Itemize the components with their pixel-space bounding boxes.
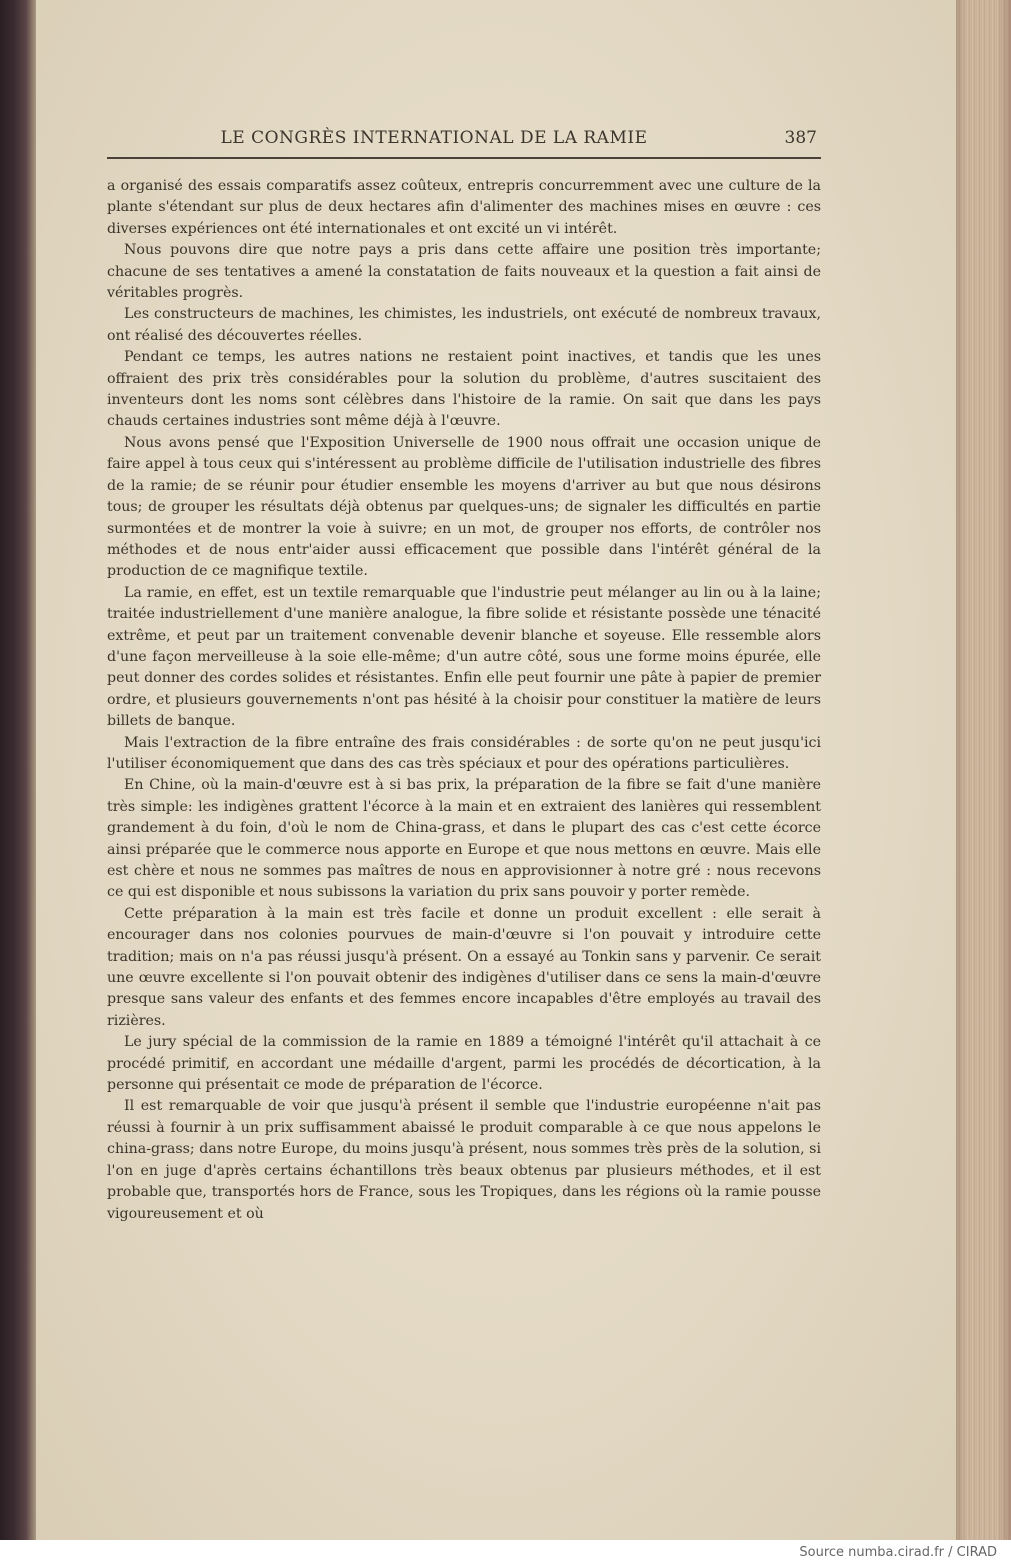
paragraph: Pendant ce temps, les autres nations ne restaient point inactives, et tandis que les unes offraient des prix très considérables pour la solution du problème, d'autres suscitaient des inventeurs dont les noms sont célèbres dans l'histoire de la ramie. On sait que dans les pays chauds certaines industries sont même déjà à l'œuvre. bbox=[107, 349, 821, 430]
paragraph: Le jury spécial de la commission de la ramie en 1889 a témoigné l'intérêt qu'il attachait à ce procédé primitif, en accordant une médaille d'argent, parmi les procédés de décortication, à la personne qui présentait ce mode de préparation de l'écorce. bbox=[107, 1034, 821, 1094]
book-binding-edge bbox=[0, 0, 38, 1540]
page-number: 387 bbox=[784, 128, 817, 148]
paragraph: Nous avons pensé que l'Exposition Universelle de 1900 nous offrait une occasion unique de faire appel à tous ceux qui s'intéressent au problème difficile de l'utilisation industrielle des fibres de la ramie; de se réunir pour étudier ensemble les moyens d'arriver au but que nous désirons tous; de grouper les résultats déjà obtenus par quelques-uns; de signaler les difficultés en partie surmontées et de montrer la voie à suivre; en un mot, de grouper nos efforts, de contrôler nos méthodes et de nous entr'aider aussi efficacement que possible dans l'intérêt général de la production de ce magnifique textile. bbox=[107, 434, 821, 580]
source-credit: Source numba.cirad.fr / CIRAD bbox=[799, 1545, 997, 1560]
paragraph: Mais l'extraction de la fibre entraîne des frais considérables : de sorte qu'on ne peut jusqu'ici l'utiliser économiquement que dans des cas très spéciaux et pour des opérations particulières. bbox=[107, 734, 821, 772]
header-rule bbox=[107, 157, 821, 159]
paragraph: Cette préparation à la main est très facile et donne un produit excellent : elle serait à encourager dans nos colonies pourvues de main-d'œuvre si l'on pouvait y introduire cette tradition; mais on n'a pas réussi jusqu'à présent. On a essayé au Tonkin sans y parvenir. Ce serait une œuvre excellente si l'on pouvait obtenir des indigènes d'utiliser dans ce sens la main-d'œuvre presque sans valeur des enfants et des femmes encore incapables d'être employés au travail des rizières. bbox=[107, 905, 821, 1029]
viewer-footer bbox=[0, 1540, 1011, 1566]
paragraph: En Chine, où la main-d'œuvre est à si bas prix, la préparation de la fibre se fait d'une manière très simple: les indigènes grattent l'écorce à la main et en extraient des lanières qui ressemblent grandement à du foin, d'où le nom de China-grass, et dans le plupart des cas c'est cette écorce ainsi préparée que le commerce nous apporte en Europe et que nous mettons en œuvre. Mais elle est chère et nous ne sommes pas maîtres de nous en approvisionner à notre gré : nous recevons ce qui est disponible et nous subissons la variation du prix sans pouvoir y porter remède. bbox=[107, 777, 821, 901]
page-stack-edge bbox=[956, 0, 1011, 1540]
page-header bbox=[107, 128, 821, 154]
paragraph: La ramie, en effet, est un textile remarquable que l'industrie peut mélanger au lin ou à la laine; traitée industriellement d'une manière analogue, la fibre solide et résistante possède une ténacité extrême, et peut par un traitement convenable devenir blanche et soyeuse. Elle ressemble alors d'une façon merveilleuse à la soie elle-même; d'un autre côté, sous une forme moins épurée, elle peut donner des cordes solides et résistantes. Enfin elle peut fournir une pâte à papier de premier ordre, et plusieurs gouvernements n'ont pas hésité à la choisir pour constituer la matière de leurs billets de banque. bbox=[107, 584, 821, 730]
paragraph: Les constructeurs de machines, les chimistes, les industriels, ont exécuté de nombreux travaux, ont réalisé des découvertes réelles. bbox=[107, 306, 821, 344]
body-text bbox=[107, 176, 821, 1225]
paragraph: Nous pouvons dire que notre pays a pris dans cette affaire une position très importante; chacune de ses tentatives a amené la constatation de faits nouveaux et la question a fait ainsi de véritables progrès. bbox=[107, 242, 821, 302]
paragraph: a organisé des essais comparatifs assez coûteux, entrepris concurremment avec une culture de la plante s'étendant sur plus de deux hectares afin d'alimenter des machines mises en œuvre : ces diverses expériences ont été internationales et ont excité un vi intérêt. bbox=[107, 178, 821, 237]
paragraph: Il est remarquable de voir que jusqu'à présent il semble que l'industrie européenne n'ait pas réussi à fournir à un prix suffisamment abaissé le produit comparable à ce que nous appelons le china-grass; dans notre Europe, du moins jusqu'à présent, nous sommes très près de la solution, si l'on en juge d'après certains échantillons très beaux obtenus par plusieurs méthodes, et il est probable que, transportés hors de France, sous les Tropiques, dans les régions où la ramie pousse vigoureusement et où bbox=[107, 1098, 821, 1222]
running-head: LE CONGRÈS INTERNATIONAL DE LA RAMIE bbox=[220, 128, 648, 148]
